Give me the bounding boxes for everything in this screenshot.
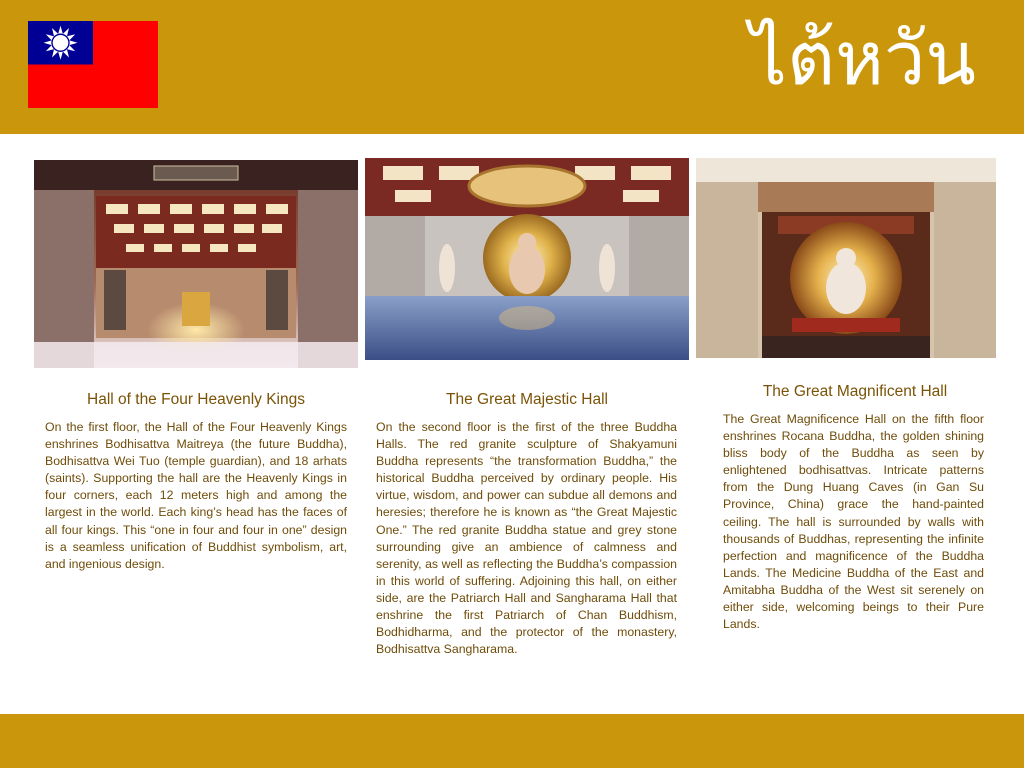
hall-title: The Great Majestic Hall bbox=[446, 391, 608, 408]
great-magnificent-hall-photo bbox=[696, 158, 996, 358]
hall-title: The Great Magnificent Hall bbox=[762, 383, 948, 400]
hall-description: The Great Magnificence Hall on the fifth floor enshrines Rocana Buddha, the golden shining bliss body of the Buddha as seen by enlightened bodhisattvas. Intricate patterns from the Dung Huang Caves (in Gan Su Province, China) grace the hand-painted ceiling. The hall is surrounded by walls with thousands of Buddhas, representing the infinite perfection and magnificence of the Buddha Lands. The Medicine Buddha of the East and Amitabha Buddha of the West sit serenely on either side, welcoming beings to their Pure Lands. bbox=[723, 412, 984, 632]
four-heavenly-kings-hall-photo bbox=[34, 160, 358, 368]
hall-description: On the second floor is the first of the three Buddha Halls. The red granite sculpture of Shakyamuni Buddha represents “the transformation Buddha,” the historical Buddha perceived by ordinary people. His virtue, wisdom, and power can subdue all demons and heresies; therefore he is known as “the Great Majestic One.” The red granite Buddha statue and grey stone surrounding give an ambience of calmness and serenity, as well as reflecting the Buddha’s compassion in this world of suffering. Adjoining this hall, on either side, are the Patriarch Hall and Sangharama Hall that enshrine the first Patriarch of Chan Buddhism, Bodhidharma, and the protector of the monastery, Bodhisattva Sangharama. bbox=[376, 420, 677, 657]
hall-description: On the first floor, the Hall of the Four Heavenly Kings enshrines Bodhisattva Maitreya (the future Buddha), Bodhisattva Wei Tuo (temple guardian), and 18 arhats (saints). Supporting the hall are the Heavenly Kings in four corners, each 12 meters high and among the largest in the world. Each king’s head has the faces of all four kings. This “one in four and four in one” design is a seamless unification of Buddhist symbolism, art, and ingenious design. bbox=[45, 420, 347, 571]
taiwan-flag-icon bbox=[28, 21, 158, 108]
slide-title: ไต้หวัน bbox=[749, 16, 976, 102]
hall-title: Hall of the Four Heavenly Kings bbox=[87, 391, 305, 408]
footer-band bbox=[0, 714, 1024, 768]
great-majestic-hall-photo bbox=[365, 158, 689, 360]
